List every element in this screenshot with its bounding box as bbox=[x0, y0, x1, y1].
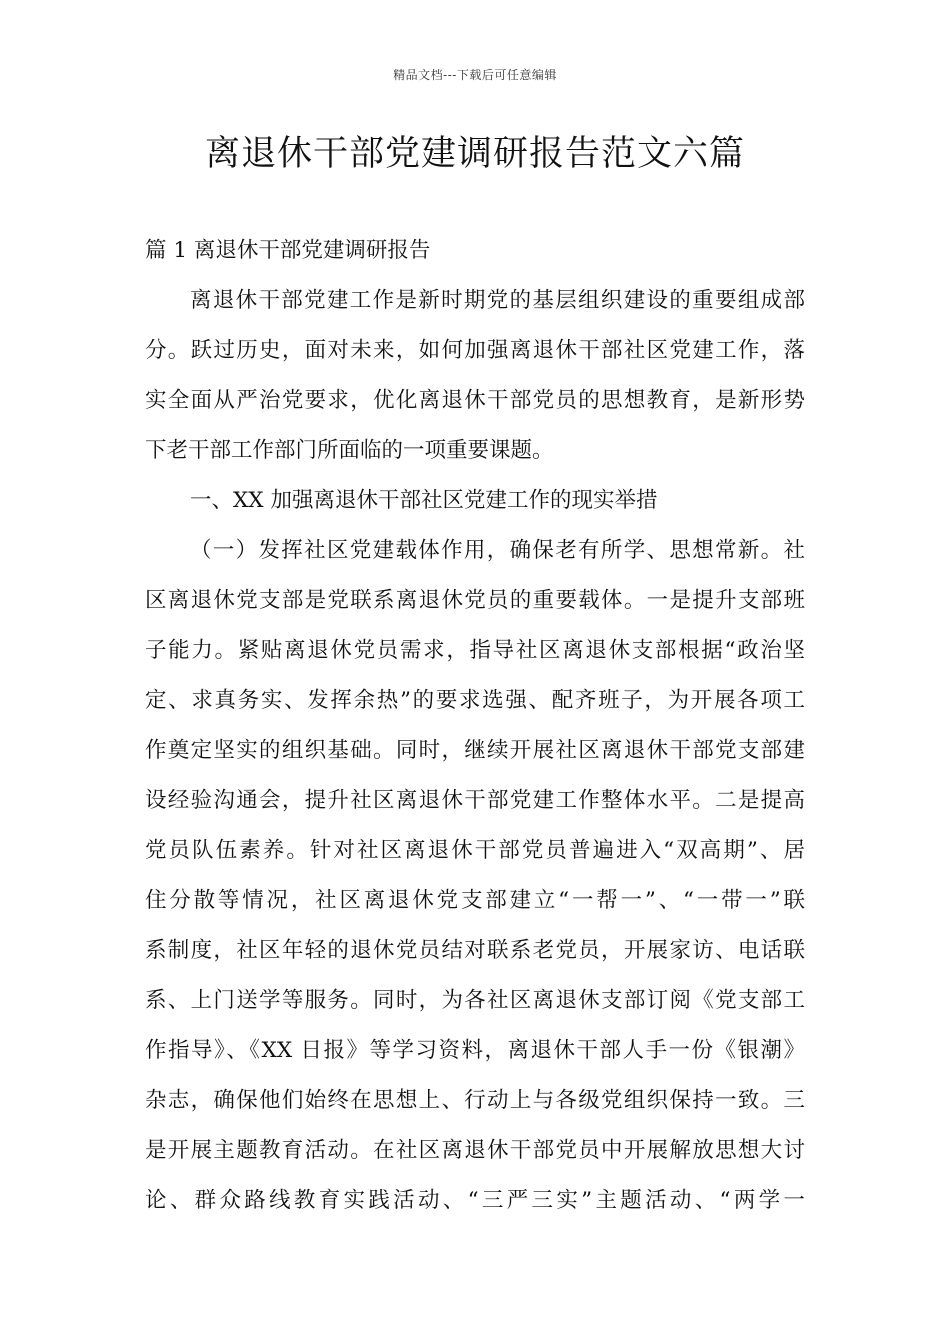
text-line: 离退休干部党建工作是新时期党的基层组织建设的重要组成部 bbox=[190, 288, 805, 313]
text-line: （一）发挥社区党建载体作用，确保老有所学、思想常新。社 bbox=[190, 538, 805, 563]
text-line: 一、XX 加强离退休干部社区党建工作的现实举措 bbox=[190, 488, 658, 513]
text-line: 系、上门送学等服务。同时，为各社区离退休支部订阅《党支部工 bbox=[145, 988, 805, 1013]
text-line: 分。跃过历史，面对未来，如何加强离退休干部社区党建工作，落 bbox=[145, 338, 805, 363]
text-line: 系制度，社区年轻的退休党员结对联系老党员，开展家访、电话联 bbox=[145, 938, 805, 963]
text-line: 下老干部工作部门所面临的一项重要课题。 bbox=[145, 438, 554, 463]
text-line: 作指导》、《XX 日报》等学习资料，离退休干部人手一份《银潮》 bbox=[145, 1038, 805, 1063]
text-line: 子能力。紧贴离退休党员需求，指导社区离退休支部根据“政治坚 bbox=[145, 638, 805, 663]
document-title: 离退休干部党建调研报告范文六篇 bbox=[204, 134, 745, 174]
body-paragraphs bbox=[145, 276, 805, 1226]
text-line: 实全面从严治党要求，优化离退休干部党员的思想教育，是新形势 bbox=[145, 388, 805, 413]
text-line: 党员队伍素养。针对社区离退休干部党员普遍进入“双高期”、居 bbox=[145, 838, 805, 863]
text-line: 杂志，确保他们始终在思想上、行动上与各级党组织保持一致。三 bbox=[145, 1088, 805, 1113]
document-body bbox=[145, 226, 805, 1226]
text-line: 论、群众路线教育实践活动、“三严三实”主题活动、“两学一 bbox=[145, 1188, 805, 1213]
text-line: 住分散等情况，社区离退休党支部建立“一帮一”、“一带一”联 bbox=[145, 888, 805, 913]
text-line: 区离退休党支部是党联系离退休党员的重要载体。一是提升支部班 bbox=[145, 588, 805, 613]
text-line: 作奠定坚实的组织基础。同时，继续开展社区离退休干部党支部建 bbox=[145, 738, 805, 763]
header-note: 精品文档---下载后可任意编辑 bbox=[393, 68, 557, 82]
text-line: 设经验沟通会，提升社区离退休干部党建工作整体水平。二是提高 bbox=[145, 788, 805, 813]
text-line: 是开展主题教育活动。在社区离退休干部党员中开展解放思想大讨 bbox=[145, 1138, 805, 1163]
text-line: 定、求真务实、发挥余热”的要求选强、配齐班子，为开展各项工 bbox=[145, 688, 805, 713]
section-heading: 篇 1 离退休干部党建调研报告 bbox=[145, 238, 431, 263]
